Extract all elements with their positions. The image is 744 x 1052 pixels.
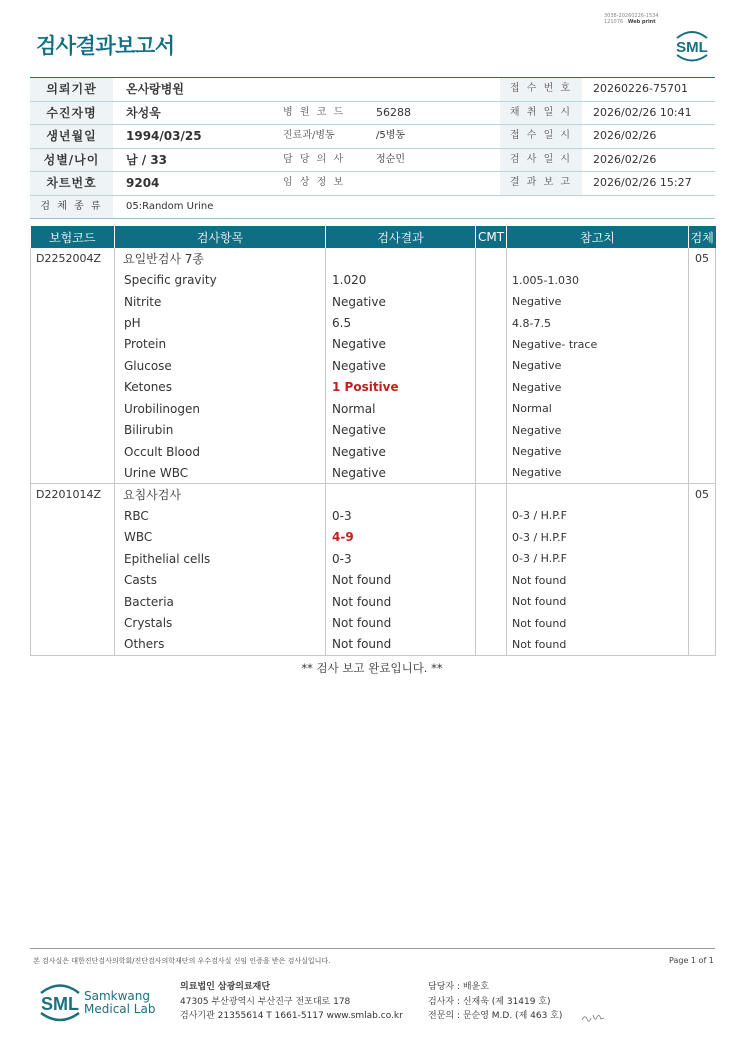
test-result: 1.020	[326, 269, 476, 290]
certification-note: 본 검사실은 대한진단검사의학회/진단검사의학재단의 우수검사실 신임 인증을 받은 검사실입니다.	[33, 957, 331, 965]
test-result: Not found	[326, 591, 476, 612]
specimen-cell	[689, 462, 716, 483]
patient-info-table	[30, 77, 715, 219]
cmt-cell	[476, 398, 507, 419]
code-cell	[31, 570, 115, 591]
test-item-name: Glucose	[115, 355, 326, 376]
test-item-name: Occult Blood	[115, 441, 326, 462]
brand-line: Samkwang	[84, 989, 150, 1003]
specimen-cell	[689, 334, 716, 355]
report-value: 2026/02/26 15:27	[593, 176, 692, 189]
group-result	[326, 248, 476, 269]
group-cmt	[476, 248, 507, 269]
test-value: 2026/02/26	[593, 152, 657, 166]
specimen-cell	[689, 591, 716, 612]
result-group-row	[31, 248, 716, 269]
test-item-name: Urine WBC	[115, 462, 326, 483]
birth-value: 1994/03/25	[126, 129, 202, 143]
test-item-name: Epithelial cells	[115, 548, 326, 569]
reference-range: Negative- trace	[507, 334, 689, 355]
result-row	[31, 420, 716, 441]
doctor-label: 담 당 의 사	[283, 153, 346, 165]
name-label: 수진자명	[30, 102, 113, 125]
group-result	[326, 484, 476, 505]
org-contact: 검사기관 21355614 T 1661-5117 www.smlab.co.kr	[180, 1011, 403, 1021]
brand-name	[84, 990, 155, 1016]
specimen-cell	[689, 548, 716, 569]
chart-value: 9204	[126, 176, 160, 190]
reference-range: Negative	[507, 355, 689, 376]
manager: 담당자 : 배윤호	[428, 982, 489, 992]
hospital-code-value: 56288	[376, 105, 411, 119]
result-row	[31, 505, 716, 526]
reference-range: 0-3 / H.P.F	[507, 548, 689, 569]
test-item-name: RBC	[115, 505, 326, 526]
page-number: Page 1 of 1	[669, 956, 714, 965]
specimen-cell	[689, 269, 716, 290]
test-item-name: Urobilinogen	[115, 398, 326, 419]
specimen-cell	[689, 527, 716, 548]
header-specimen: 검체	[689, 226, 716, 248]
footer-logo-text: SML	[41, 994, 79, 1014]
specialist: 전문의 : 문순영 M.D. (제 463 호)	[428, 1011, 563, 1021]
test-item-name: Protein	[115, 334, 326, 355]
code-cell	[31, 591, 115, 612]
reference-range: Negative	[507, 291, 689, 312]
code-cell	[31, 334, 115, 355]
results-table	[30, 226, 715, 656]
reference-range: 1.005-1.030	[507, 269, 689, 290]
group-specimen: 05	[689, 248, 716, 269]
info-row	[30, 149, 715, 173]
cmt-cell	[476, 634, 507, 655]
specimen-value: 05:Random Urine	[126, 200, 214, 212]
test-item-name: Bilirubin	[115, 420, 326, 441]
reference-range: Negative	[507, 462, 689, 483]
result-row	[31, 269, 716, 290]
group-ref	[507, 484, 689, 505]
result-row	[31, 334, 716, 355]
abnormal-result: 4-9	[326, 527, 476, 548]
specimen-cell	[689, 398, 716, 419]
result-row	[31, 312, 716, 333]
code-cell	[31, 634, 115, 655]
specimen-cell	[689, 441, 716, 462]
cmt-cell	[476, 527, 507, 548]
test-result: Negative	[326, 334, 476, 355]
specimen-cell	[689, 355, 716, 376]
reference-range: Not found	[507, 570, 689, 591]
cmt-cell	[476, 269, 507, 290]
code-cell	[31, 355, 115, 376]
header-cmt: CMT	[476, 226, 507, 248]
collect-label: 채 취 일 시	[500, 102, 582, 125]
reference-range: Negative	[507, 377, 689, 398]
test-result: Negative	[326, 355, 476, 376]
dept-label: 진료과/병동	[283, 130, 335, 141]
sex-age-value: 남 / 33	[126, 152, 168, 167]
code-cell	[31, 420, 115, 441]
test-label: 검 사 일 시	[500, 149, 582, 172]
header-ref: 참고치	[507, 226, 689, 248]
specimen-cell	[689, 570, 716, 591]
reference-range: Not found	[507, 612, 689, 633]
test-item-name: Others	[115, 634, 326, 655]
info-row	[30, 196, 715, 220]
info-row	[30, 172, 715, 196]
test-code: D2201014Z	[31, 484, 115, 505]
result-row	[31, 377, 716, 398]
birth-label: 생년월일	[30, 125, 113, 148]
test-item-name: Ketones	[115, 377, 326, 398]
cmt-cell	[476, 505, 507, 526]
code-cell	[31, 291, 115, 312]
test-result: Not found	[326, 634, 476, 655]
cmt-cell	[476, 355, 507, 376]
cmt-cell	[476, 441, 507, 462]
code-cell	[31, 441, 115, 462]
code-cell	[31, 612, 115, 633]
footer-divider	[30, 948, 715, 949]
header-item: 검사항목	[115, 226, 326, 248]
cmt-cell	[476, 334, 507, 355]
group-name: 요일반검사 7종	[115, 248, 326, 269]
doc-id-line: 121076 Web print	[604, 19, 656, 25]
cmt-cell	[476, 377, 507, 398]
report-label: 결 과 보 고	[500, 172, 582, 195]
reference-range: 0-3 / H.P.F	[507, 527, 689, 548]
test-result: 0-3	[326, 548, 476, 569]
test-result: 0-3	[326, 505, 476, 526]
cmt-cell	[476, 312, 507, 333]
group-specimen: 05	[689, 484, 716, 505]
cmt-cell	[476, 591, 507, 612]
test-result: Negative	[326, 420, 476, 441]
sex-age-label: 성별/나이	[30, 149, 113, 172]
signature-icon	[580, 1010, 606, 1026]
result-row	[31, 570, 716, 591]
reference-range: 4.8-7.5	[507, 312, 689, 333]
cmt-cell	[476, 291, 507, 312]
test-item-name: Casts	[115, 570, 326, 591]
abnormal-result: 1 Positive	[326, 377, 476, 398]
reference-range: Negative	[507, 420, 689, 441]
specimen-cell	[689, 312, 716, 333]
cmt-cell	[476, 612, 507, 633]
brand-line: Medical Lab	[84, 1002, 156, 1016]
header-result: 검사결과	[326, 226, 476, 248]
receipt-no-label: 접 수 번 호	[500, 78, 582, 101]
result-row	[31, 291, 716, 312]
doc-id-line: 3038-20260226-1534	[604, 13, 659, 19]
header-code: 보험코드	[31, 226, 115, 248]
test-result: Negative	[326, 462, 476, 483]
hospital-label: 의뢰기관	[30, 78, 113, 101]
test-result: Not found	[326, 570, 476, 591]
clinical-label: 임 상 정 보	[283, 177, 346, 188]
hospital-value: 온사랑병원	[126, 82, 184, 96]
receipt-no-value: 20260226-75701	[593, 82, 688, 95]
result-group-row	[31, 484, 716, 505]
specimen-cell	[689, 612, 716, 633]
logo-text: SML	[676, 39, 708, 56]
specimen-label: 검 체 종 류	[30, 196, 113, 219]
doctor-value: 정순민	[376, 153, 405, 165]
report-title: 검사결과보고서	[36, 34, 175, 58]
specimen-cell	[689, 420, 716, 441]
org-address: 47305 부산광역시 부산진구 전포대로 178	[180, 996, 351, 1007]
info-row	[30, 125, 715, 149]
test-item-name: Specific gravity	[115, 269, 326, 290]
result-row	[31, 548, 716, 569]
test-item-name: Crystals	[115, 612, 326, 633]
code-cell	[31, 548, 115, 569]
test-code: D2252004Z	[31, 248, 115, 269]
test-result: Negative	[326, 291, 476, 312]
sml-logo-icon	[671, 26, 713, 64]
code-cell	[31, 527, 115, 548]
reference-range: Not found	[507, 591, 689, 612]
collect-value: 2026/02/26 10:41	[593, 105, 692, 119]
report-complete-note: ** 검사 보고 완료입니다. **	[301, 661, 443, 675]
cmt-cell	[476, 548, 507, 569]
result-row	[31, 398, 716, 419]
test-item-name: pH	[115, 312, 326, 333]
info-row	[30, 78, 715, 102]
reference-range: Normal	[507, 398, 689, 419]
test-result: Negative	[326, 441, 476, 462]
specimen-cell	[689, 505, 716, 526]
result-row	[31, 527, 716, 548]
code-cell	[31, 462, 115, 483]
result-row	[31, 355, 716, 376]
group-cmt	[476, 484, 507, 505]
reference-range: 0-3 / H.P.F	[507, 505, 689, 526]
name-value: 차성욱	[126, 105, 161, 120]
org-name: 의료법인 삼광의료재단	[180, 982, 271, 992]
code-cell	[31, 269, 115, 290]
result-row	[31, 441, 716, 462]
test-item-name: WBC	[115, 527, 326, 548]
code-cell	[31, 312, 115, 333]
group-name: 요침사검사	[115, 484, 326, 505]
code-cell	[31, 377, 115, 398]
document-id	[604, 13, 659, 25]
code-cell	[31, 398, 115, 419]
test-result: Normal	[326, 398, 476, 419]
cmt-cell	[476, 570, 507, 591]
receive-value: 2026/02/26	[593, 129, 657, 142]
result-row	[31, 634, 716, 655]
reference-range: Negative	[507, 441, 689, 462]
test-result: 6.5	[326, 312, 476, 333]
info-row	[30, 102, 715, 126]
cmt-cell	[476, 420, 507, 441]
staff-info	[428, 980, 562, 1024]
cmt-cell	[476, 462, 507, 483]
hospital-code-label: 병 원 코 드	[283, 106, 346, 118]
results-header-row	[31, 226, 716, 248]
test-item-name: Nitrite	[115, 291, 326, 312]
chart-label: 차트번호	[30, 172, 113, 195]
reference-range: Not found	[507, 634, 689, 655]
tester: 검사자 : 신재욱 (제 31419 호)	[428, 996, 551, 1007]
specimen-cell	[689, 634, 716, 655]
sml-footer-logo-icon	[35, 978, 85, 1026]
results-body	[31, 248, 716, 655]
receive-label: 접 수 일 시	[500, 125, 582, 148]
result-row	[31, 591, 716, 612]
dept-value: /5병동	[376, 130, 406, 141]
code-cell	[31, 505, 115, 526]
organization-info	[180, 980, 403, 1024]
specimen-cell	[689, 291, 716, 312]
specimen-cell	[689, 377, 716, 398]
result-row	[31, 462, 716, 483]
test-item-name: Bacteria	[115, 591, 326, 612]
result-row	[31, 612, 716, 633]
group-ref	[507, 248, 689, 269]
test-result: Not found	[326, 612, 476, 633]
